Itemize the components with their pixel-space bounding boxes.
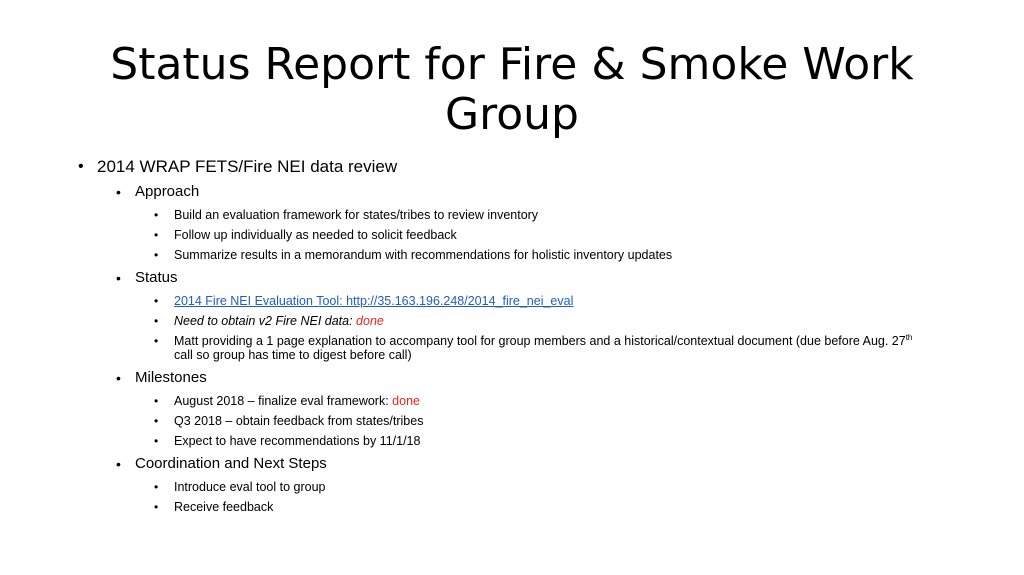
bullet-icon: •: [154, 480, 159, 494]
bullet-coordination-item: [78, 480, 958, 494]
bullet-icon: •: [154, 248, 159, 262]
bullet-icon: •: [116, 184, 121, 200]
bullet-text: Follow up individually as needed to solicit feedback: [174, 228, 457, 242]
bullet-text: Milestones: [135, 369, 207, 386]
bullet-approach-item: [78, 248, 958, 262]
bullet-icon: •: [154, 334, 159, 348]
slide-title-line-1: Status Report for Fire & Smoke Work: [110, 39, 914, 90]
bullet-icon: •: [154, 414, 159, 428]
bullet-text: Matt providing a 1 page explanation to accompany tool for group members and a historical/contextual document (due before Aug. 27: [174, 334, 906, 348]
eval-tool-link[interactable]: 2014 Fire NEI Evaluation Tool: http://35.163.196.248/2014_fire_nei_eval: [174, 294, 574, 308]
bullet-text: Summarize results in a memorandum with recommendations for holistic inventory updates: [174, 248, 673, 262]
bullet-icon: •: [154, 434, 159, 448]
bullet-approach-item: [78, 208, 958, 222]
done-label: done: [392, 394, 420, 408]
bullet-text: 2014 WRAP FETS/Fire NEI data review: [97, 157, 398, 176]
bullet-text: August 2018 – finalize eval framework:: [174, 394, 393, 408]
bullet-text: Approach: [135, 183, 200, 200]
bullet-text: Need to obtain v2 Fire NEI data:: [174, 314, 357, 328]
bullet-coordination: [78, 454, 958, 474]
bullet-icon: •: [154, 208, 159, 222]
slide-title: [60, 40, 964, 140]
bullet-text: Build an evaluation framework for states/tribes to review inventory: [174, 208, 539, 222]
bullet-icon: •: [116, 270, 121, 286]
bullet-text: Introduce eval tool to group: [174, 480, 326, 494]
bullet-icon: •: [154, 394, 159, 408]
bullet-icon: •: [154, 314, 159, 328]
bullet-status-item: [78, 334, 958, 362]
bullet-icon: •: [116, 370, 121, 386]
bullet-text-continued: call so group has time to digest before call): [174, 348, 412, 362]
bullet-icon: •: [154, 500, 159, 514]
bullet-status: [78, 268, 958, 288]
bullet-status-item: [78, 294, 958, 308]
slide-title-line-2: Group: [445, 89, 579, 140]
bullet-text: Expect to have recommendations by 11/1/18: [174, 434, 421, 448]
bullet-fets-review: [78, 156, 958, 178]
bullet-milestones: [78, 368, 958, 388]
bullet-approach: [78, 182, 958, 202]
bullet-milestone-item: [78, 434, 958, 448]
bullet-icon: •: [116, 456, 121, 472]
bullet-text: Status: [135, 269, 178, 286]
slide-body: [78, 156, 958, 520]
superscript-th: th: [905, 332, 913, 342]
bullet-text: Coordination and Next Steps: [135, 455, 327, 472]
bullet-approach-item: [78, 228, 958, 242]
bullet-icon: •: [154, 294, 159, 308]
bullet-icon: •: [154, 228, 159, 242]
bullet-icon: •: [78, 158, 84, 175]
bullet-text: Q3 2018 – obtain feedback from states/tribes: [174, 414, 424, 428]
bullet-coordination-item: [78, 500, 958, 514]
bullet-milestone-item: [78, 414, 958, 428]
bullet-milestone-item: [78, 394, 958, 408]
done-label: done: [356, 314, 384, 328]
bullet-status-item: [78, 314, 958, 328]
bullet-text: Receive feedback: [174, 500, 274, 514]
